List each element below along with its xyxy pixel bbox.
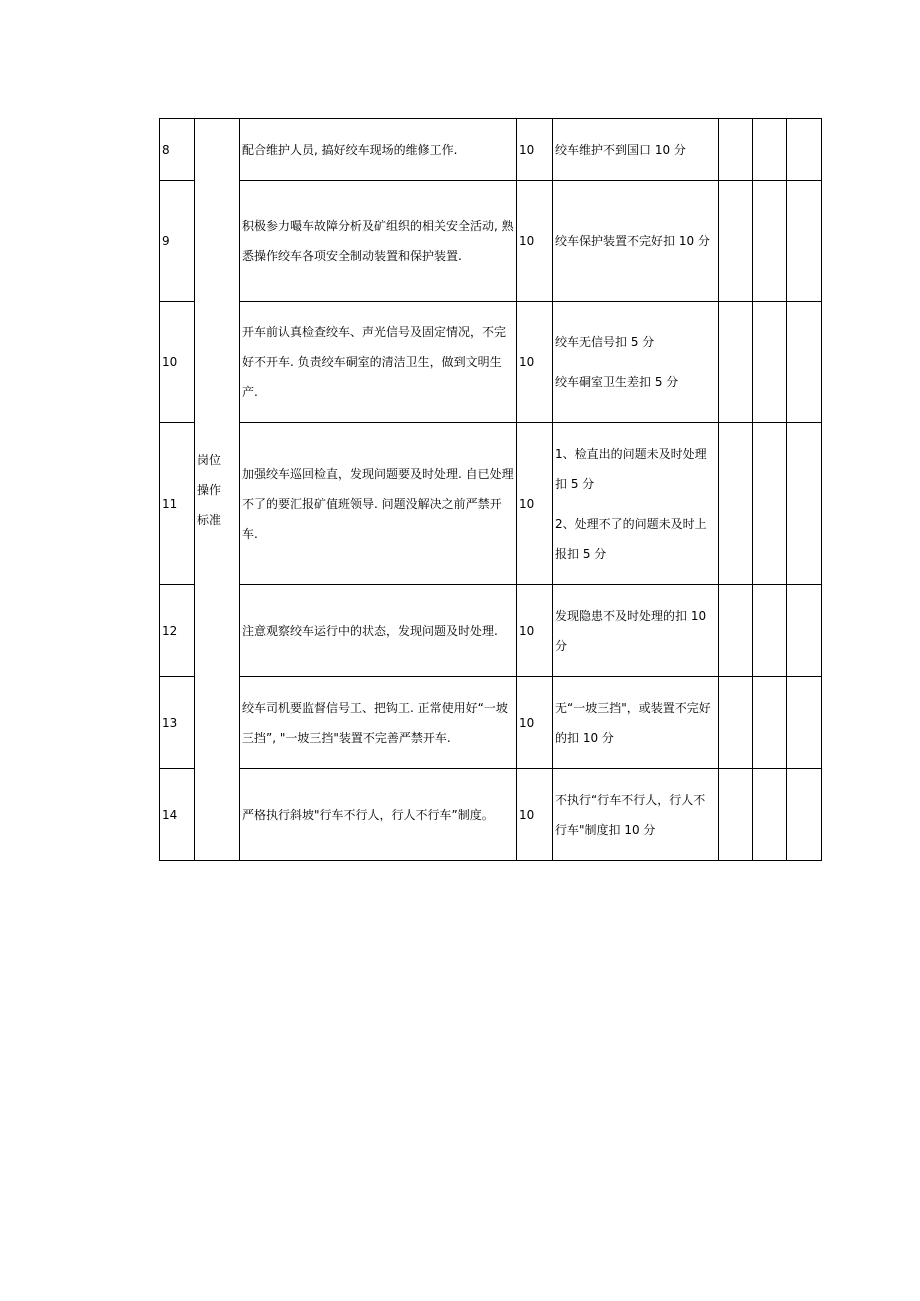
blank-cell [787,302,822,423]
blank-cell [787,585,822,677]
table-row [160,423,822,585]
table-row [160,119,822,181]
score-value: 10 [517,423,553,585]
blank-cell [787,677,822,769]
deduction-rule [553,677,719,769]
row-number: 13 [160,677,195,769]
standard-text: 加强绞车巡回检直，发现问题要及时处理. 自已处理不了的要汇报矿值班领导. 问题没解决之前严禁开车. [240,423,517,585]
deduction-rule [553,769,719,861]
score-value: 10 [517,181,553,302]
row-number: 10 [160,302,195,423]
blank-cell [753,585,787,677]
score-value: 10 [517,677,553,769]
blank-cell [719,769,753,861]
standard-text: 积极参力嘬车故障分析及矿组织的相关安全活动, 熟悉操作绞车各项安全制动装置和保护装置. [240,181,517,302]
score-value: 10 [517,302,553,423]
deduction-rule-line: 绞车保护装置不完好扣 10 分 [555,234,710,248]
standard-text: 开车前认真检查绞车、声光信号及固定情况，不完好不开车. 负责绞车硐室的清洁卫生，做到文明生产. [240,302,517,423]
deduction-rule-line: 2、处理不了的问题未及时上报扣 5 分 [555,516,707,561]
category-line: 操作 [197,482,222,497]
category-line: 岗位 [197,452,222,467]
deduction-rule [553,181,719,302]
standard-text: 配合维护人员, 搞好绞车现场的维修工作. [240,119,517,181]
deduction-rule [553,302,719,423]
category-line: 标准 [197,512,222,527]
row-number: 9 [160,181,195,302]
standard-text: 绞车司机要监督信号工、把钩工. 正常使用好“一坡三挡”, "一坡三挡"装置不完善严禁开车. [240,677,517,769]
deduction-rule-line: 绞车无信号扣 5 分 [555,335,655,349]
category-cell [195,119,240,861]
blank-cell [787,181,822,302]
deduction-rule-line: 无“一坡三挡"，或装置不完好的扣 10 分 [555,700,711,745]
blank-cell [753,769,787,861]
deduction-rule-line: 发现隐患不及时处理的扣 10 分 [555,608,707,653]
blank-cell [753,677,787,769]
deduction-rule-line: 1、检直出的问题未及时处理扣 5 分 [555,446,707,491]
deduction-rule-line: 绞车维护不到国口 10 分 [555,142,686,157]
table-row [160,181,822,302]
table-row [160,302,822,423]
row-number: 8 [160,119,195,181]
blank-cell [753,181,787,302]
blank-cell [787,119,822,181]
blank-cell [719,585,753,677]
deduction-rule-line: 不执行“行车不行人，行人不行车"制度扣 10 分 [555,792,706,837]
blank-cell [719,423,753,585]
standard-text: 严格执行斜坡"行车不行人，行人不行车”制度。 [240,769,517,861]
row-number: 14 [160,769,195,861]
table-row [160,677,822,769]
deduction-rule [553,119,719,181]
score-value: 10 [517,585,553,677]
assessment-table [159,118,822,861]
blank-cell [719,302,753,423]
blank-cell [753,423,787,585]
blank-cell [753,302,787,423]
blank-cell [787,769,822,861]
blank-cell [719,181,753,302]
blank-cell [753,119,787,181]
standard-text: 注意观察绞车运行中的状态，发现问题及时处理. [240,585,517,677]
row-number: 11 [160,423,195,585]
deduction-rule [553,423,719,585]
blank-cell [787,423,822,585]
row-number: 12 [160,585,195,677]
score-value: 10 [517,119,553,181]
deduction-rule [553,585,719,677]
blank-cell [719,119,753,181]
blank-cell [719,677,753,769]
table-row [160,769,822,861]
deduction-rule-line: 绞车硐室卫生差扣 5 分 [555,375,679,389]
score-value: 10 [517,769,553,861]
table-row [160,585,822,677]
